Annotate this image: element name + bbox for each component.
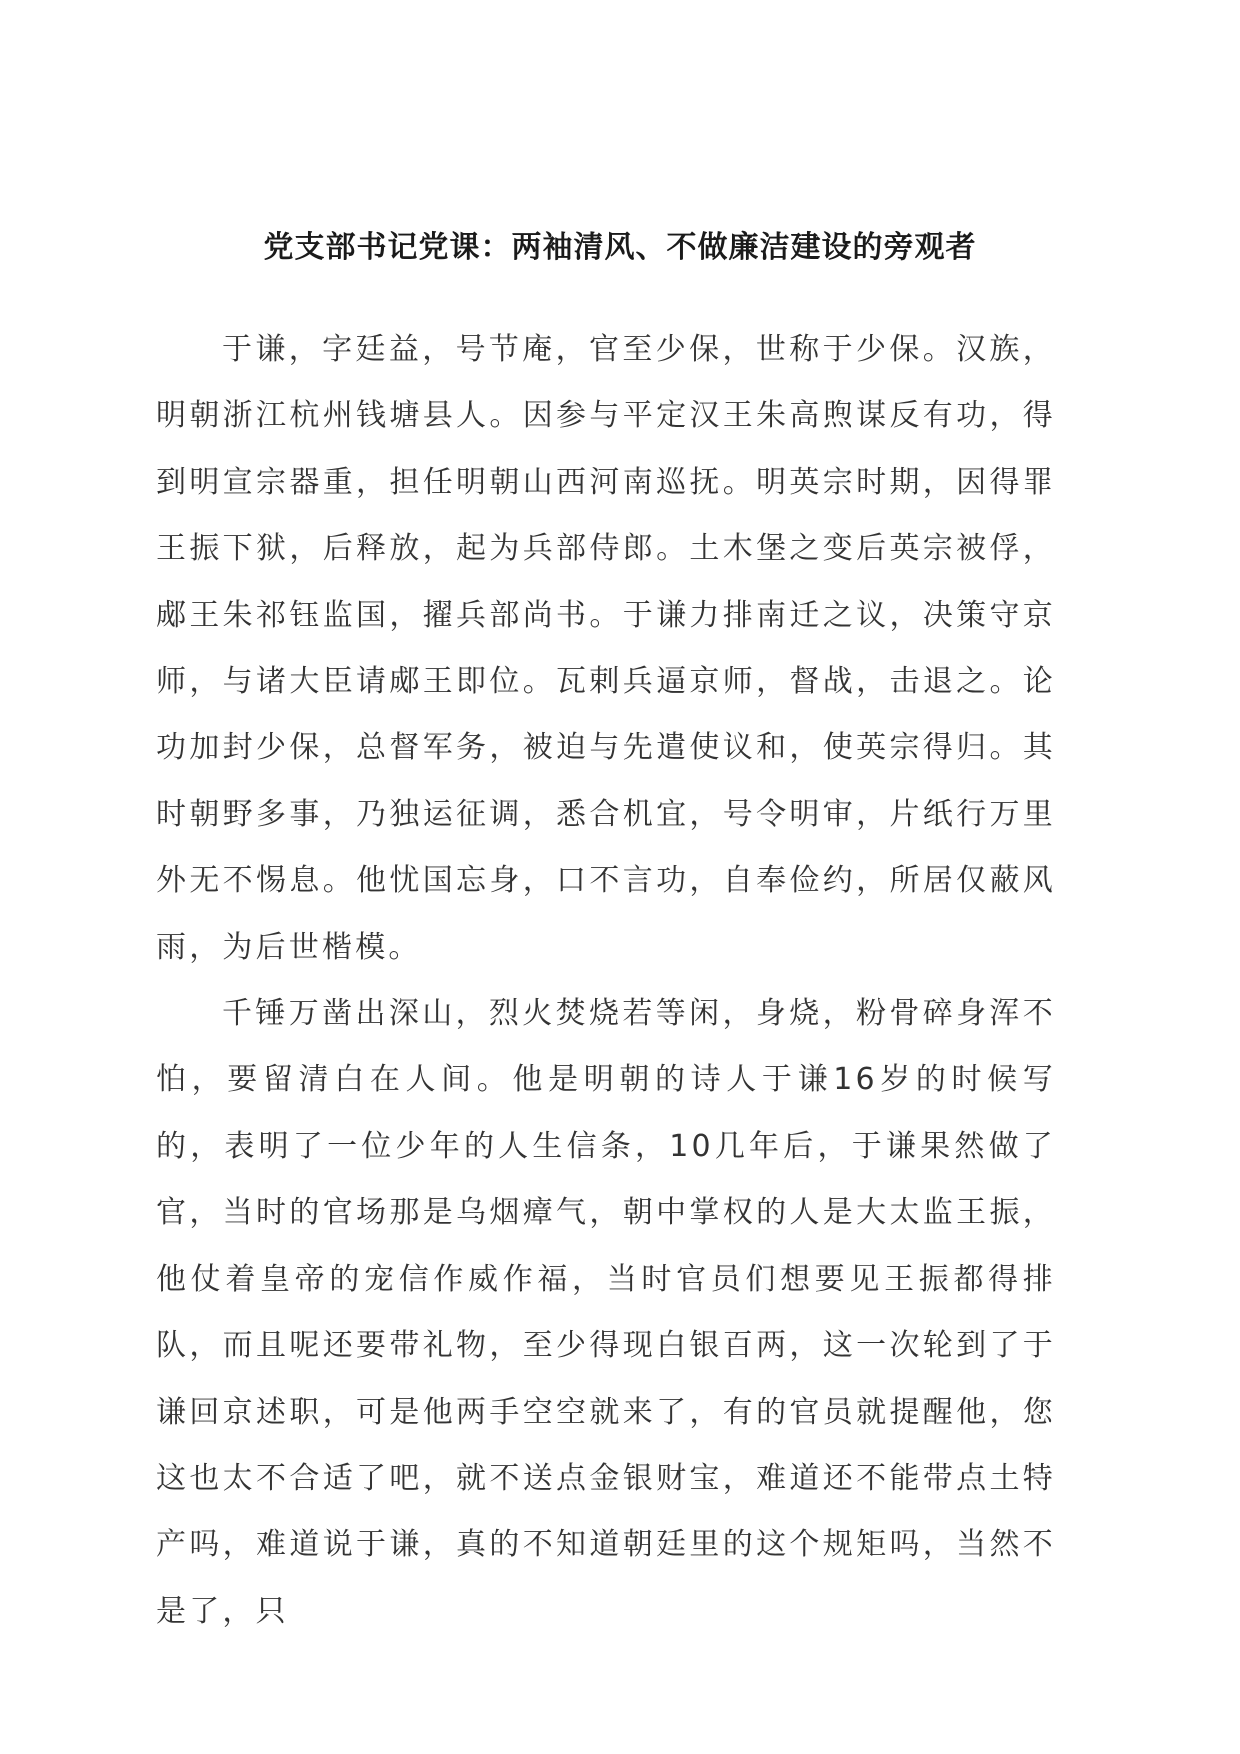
- paragraph: 千锤万凿出深山，烈火焚烧若等闲，身烧，粉骨碎身浑不怕，要留清白在人间。他是明朝的诗人于谦16岁的时候写的，表明了一位少年的人生信条，10几年后，于谦果然做了官，当时的官场那是乌烟瘴气，朝中掌权的人是大太监王振，他仗着皇帝的宠信作威作福，当时官员们想要见王振都得排队，而且呢还要带礼物，至少得现白银百两，这一次轮到了于谦回京述职，可是他两手空空就来了，有的官员就提醒他，您这也太不合适了吧，就不送点金银财宝，难道还不能带点土特产吗，难道说于谦，真的不知道朝廷里的这个规矩吗，当然不是了，只: [156, 996, 1056, 1629]
- document-body: [156, 317, 1056, 1645]
- document-title: 党支部书记党课：两袖清风、不做廉洁建设的旁观者: [263, 230, 977, 265]
- paragraph: 于谦，字廷益，号节庵，官至少保，世称于少保。汉族，明朝浙江杭州钱塘县人。因参与平定汉王朱高煦谋反有功，得到明宣宗器重，担任明朝山西河南巡抚。明英宗时期，因得罪王振下狱，后释放，起为兵部侍郎。土木堡之变后英宗被俘，郕王朱祁钰监国，擢兵部尚书。于谦力排南迁之议，决策守京师，与诸大臣请郕王即位。瓦剌兵逼京师，督战，击退之。论功加封少保，总督军务，被迫与先遣使议和，使英宗得归。其时朝野多事，乃独运征调，悉合机宜，号令明审，片纸行万里外无不惕息。他忧国忘身，口不言功，自奉俭约，所居仅蔽风雨，为后世楷模。: [156, 332, 1056, 965]
